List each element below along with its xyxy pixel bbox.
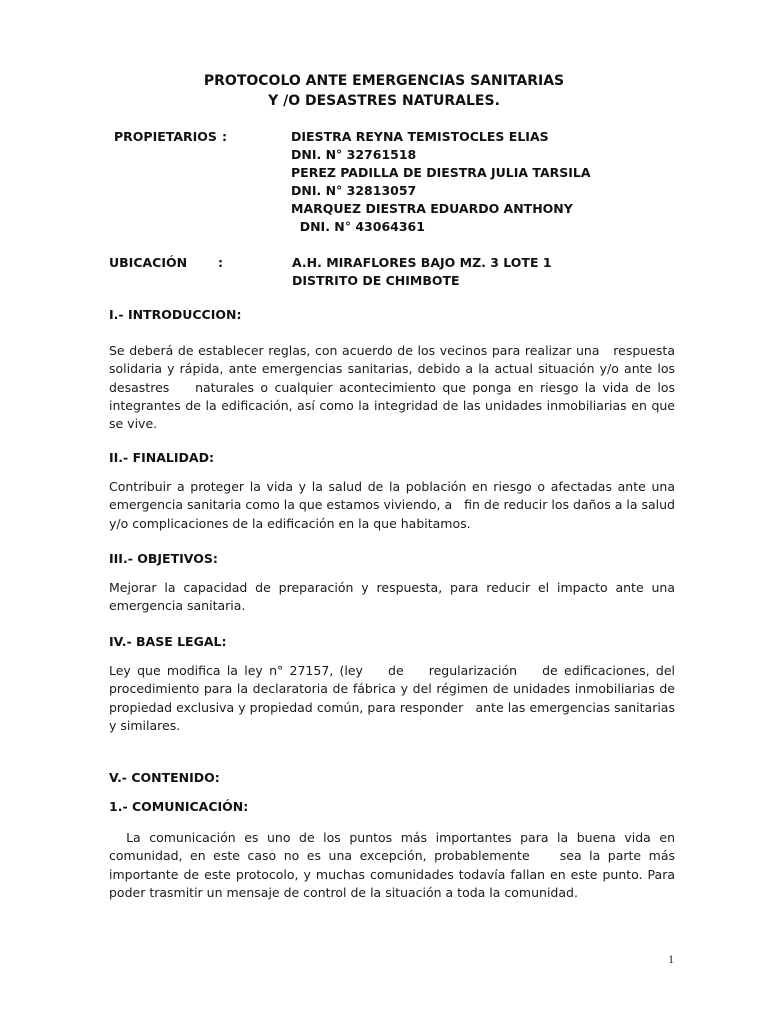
location-line: A.H. MIRAFLORES BAJO MZ. 3 LOTE 1 (292, 255, 552, 270)
document-title-line-2: Y /O DESASTRES NATURALES. (268, 93, 500, 109)
section-text-introduccion: Se deberá de establecer reglas, con acuerdo de los vecinos para realizar una respuesta solidaria y rápida, ante emergencias sanitarias, debido a la actual situación y/o ante los desastres naturales o cualquier acontecimiento que ponga en riesgo la vida de los integrantes de la edificación, así como la integridad de las unidades inmobiliarias en que se vive. (109, 343, 679, 432)
page-number: 1 (668, 952, 674, 966)
section-heading-finalidad: II.- FINALIDAD: (109, 450, 214, 465)
section-heading-base-legal: IV.- BASE LEGAL: (109, 634, 227, 649)
section-heading-introduccion: I.- INTRODUCCION: (109, 307, 242, 322)
section-text-objetivos: Mejorar la capacidad de preparación y respuesta, para reducir el impacto ante una emergencia sanitaria. (109, 580, 679, 614)
owner-line: DNI. N° 32813057 (291, 183, 417, 198)
owners-label: PROPIETARIOS (114, 129, 217, 144)
section-text-base-legal: Ley que modifica la ley n° 27157, (ley de regularización de edificaciones, del procedimiento para la declaratoria de fábrica y del régimen de unidades inmobiliarias de propiedad exclusiva y propiedad común, para responder ante las emergencias sanitarias y similares. (109, 663, 679, 733)
section-text-finalidad: Contribuir a proteger la vida y la salud de la población en riesgo o afectadas ante una emergencia sanitaria como la que estamos viviendo, a fin de reducir los daños a la salud y/o complicaciones de la edificación en la que habitamos. (109, 479, 679, 531)
owner-line: DNI. N° 43064361 (291, 219, 425, 234)
section-text-comunicacion: La comunicación es uno de los puntos más importantes para la buena vida en comunidad, en este caso no es una excepción, probablemente sea la parte más importante de este protocolo, y muchas comunidades todavía fallan en este punto. Para poder trasmitir un mensaje de control de la situación a toda la comunidad. (109, 830, 679, 900)
section-heading-comunicacion: 1.- COMUNICACIÓN: (109, 799, 249, 814)
location-line: DISTRITO DE CHIMBOTE (292, 273, 460, 288)
owner-line: DIESTRA REYNA TEMISTOCLES ELIAS (291, 129, 549, 144)
location-colon: : (218, 255, 223, 270)
location-label: UBICACIÓN (109, 255, 188, 270)
owner-line: DNI. N° 32761518 (291, 147, 417, 162)
owner-line: MARQUEZ DIESTRA EDUARDO ANTHONY (291, 201, 573, 216)
owners-colon: : (222, 129, 227, 144)
section-heading-objetivos: III.- OBJETIVOS: (109, 551, 218, 566)
section-heading-contenido: V.- CONTENIDO: (109, 770, 220, 785)
owner-line: PEREZ PADILLA DE DIESTRA JULIA TARSILA (291, 165, 591, 180)
document-title-line-1: PROTOCOLO ANTE EMERGENCIAS SANITARIAS (203, 73, 565, 89)
